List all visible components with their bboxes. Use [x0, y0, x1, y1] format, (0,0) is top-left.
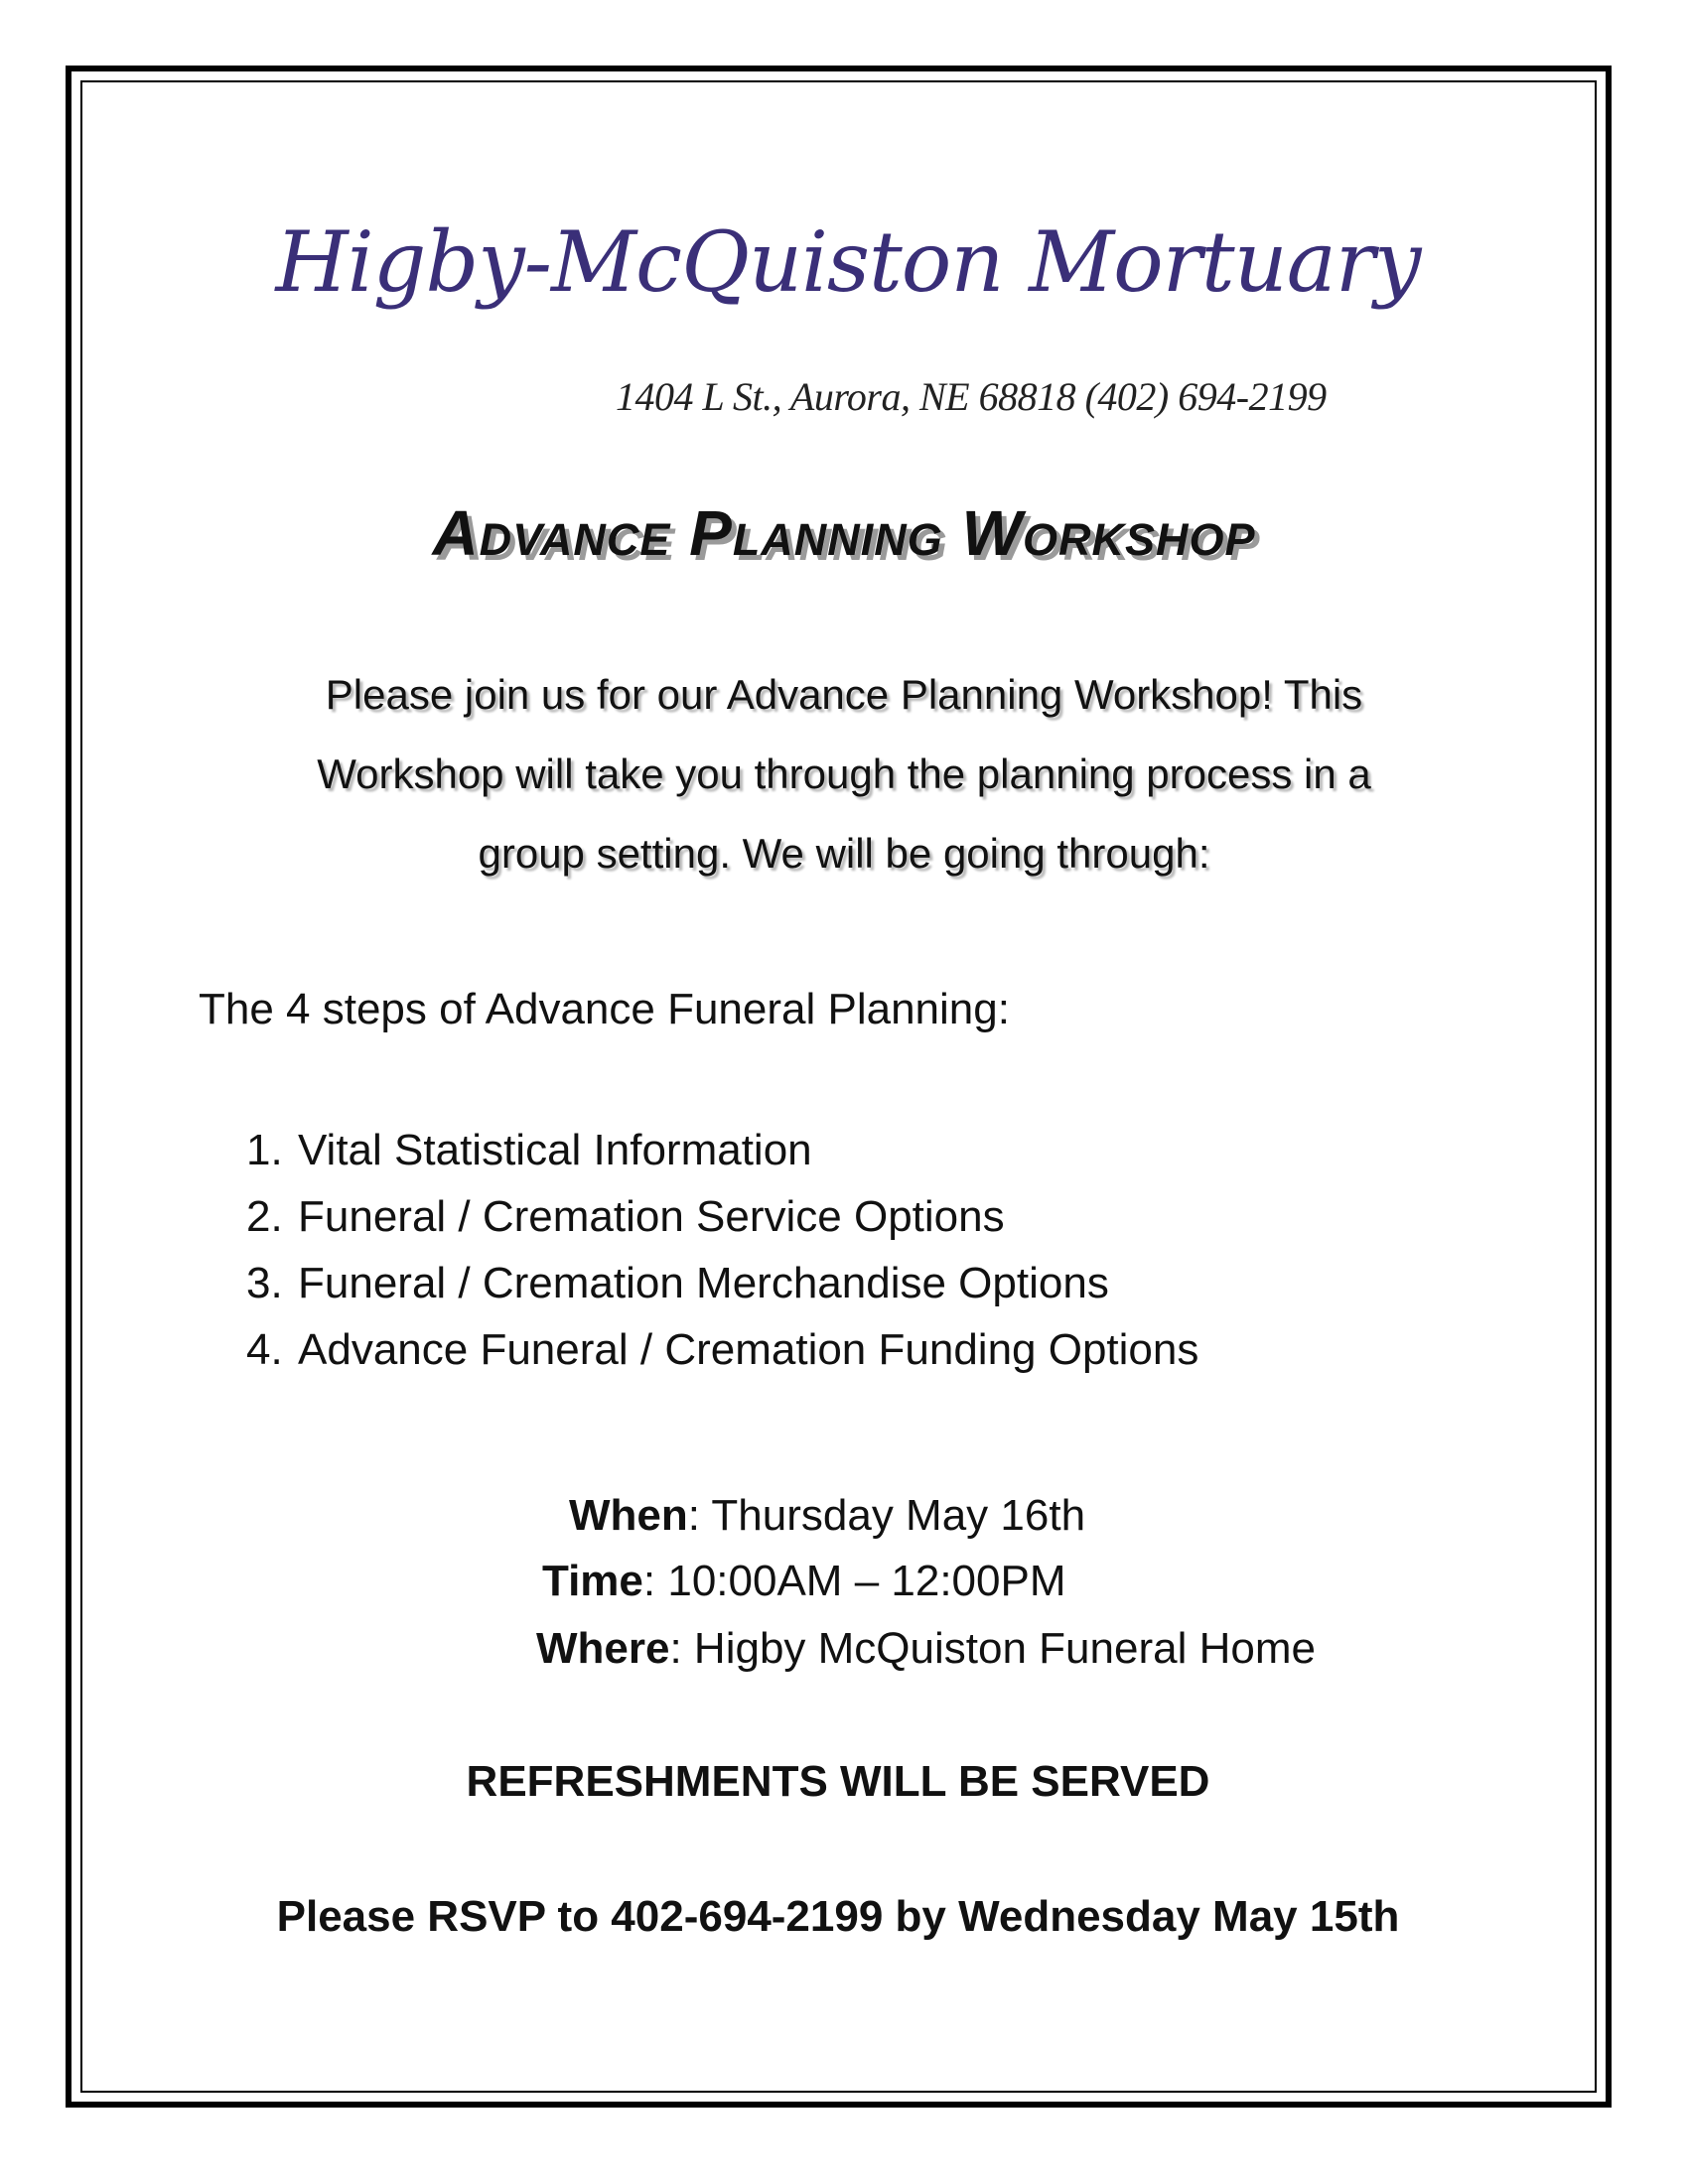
step-text: Advance Funeral / Cremation Funding Options — [298, 1325, 1199, 1374]
refreshments-notice: REFRESHMENTS WILL BE SERVED — [466, 1757, 1210, 1806]
where-row — [536, 1624, 1316, 1674]
list-item — [246, 1250, 1198, 1316]
intro-line-2: Workshop will take you through the planning process in a — [317, 751, 1371, 797]
mortuary-logo-name: Higby-McQuiston Mortuary — [275, 213, 1421, 311]
when-label: When — [569, 1491, 688, 1540]
where-label: Where — [536, 1624, 670, 1673]
mortuary-logo-address: 1404 L St., Aurora, NE 68818 (402) 694-2199 — [616, 374, 1327, 419]
when-row — [569, 1491, 1085, 1541]
time-row — [542, 1557, 1066, 1606]
time-label: Time — [542, 1557, 643, 1605]
rsvp-notice: Please RSVP to 402-694-2199 by Wednesday May 15th — [276, 1892, 1400, 1941]
step-number: 1. — [246, 1126, 283, 1174]
step-text: Funeral / Cremation Merchandise Options — [298, 1259, 1109, 1307]
step-text: Vital Statistical Information — [298, 1126, 812, 1174]
step-number: 2. — [246, 1192, 283, 1241]
intro-line-1: Please join us for our Advance Planning Workshop! This — [325, 671, 1363, 718]
step-number: 4. — [246, 1325, 283, 1374]
intro-paragraph — [159, 655, 1529, 893]
list-item — [246, 1183, 1198, 1250]
steps-list — [246, 1117, 1198, 1383]
workshop-title: Advance Planning Workshop — [432, 497, 1256, 569]
step-number: 3. — [246, 1259, 283, 1307]
intro-line-3: group setting. We will be going through: — [478, 830, 1210, 877]
list-item — [246, 1316, 1198, 1383]
where-value: : Higby McQuiston Funeral Home — [669, 1624, 1316, 1673]
time-value: : 10:00AM – 12:00PM — [642, 1557, 1066, 1605]
steps-heading: The 4 steps of Advance Funeral Planning: — [199, 985, 1010, 1033]
step-text: Funeral / Cremation Service Options — [298, 1192, 1005, 1241]
when-value: : Thursday May 16th — [687, 1491, 1086, 1540]
list-item — [246, 1117, 1198, 1183]
